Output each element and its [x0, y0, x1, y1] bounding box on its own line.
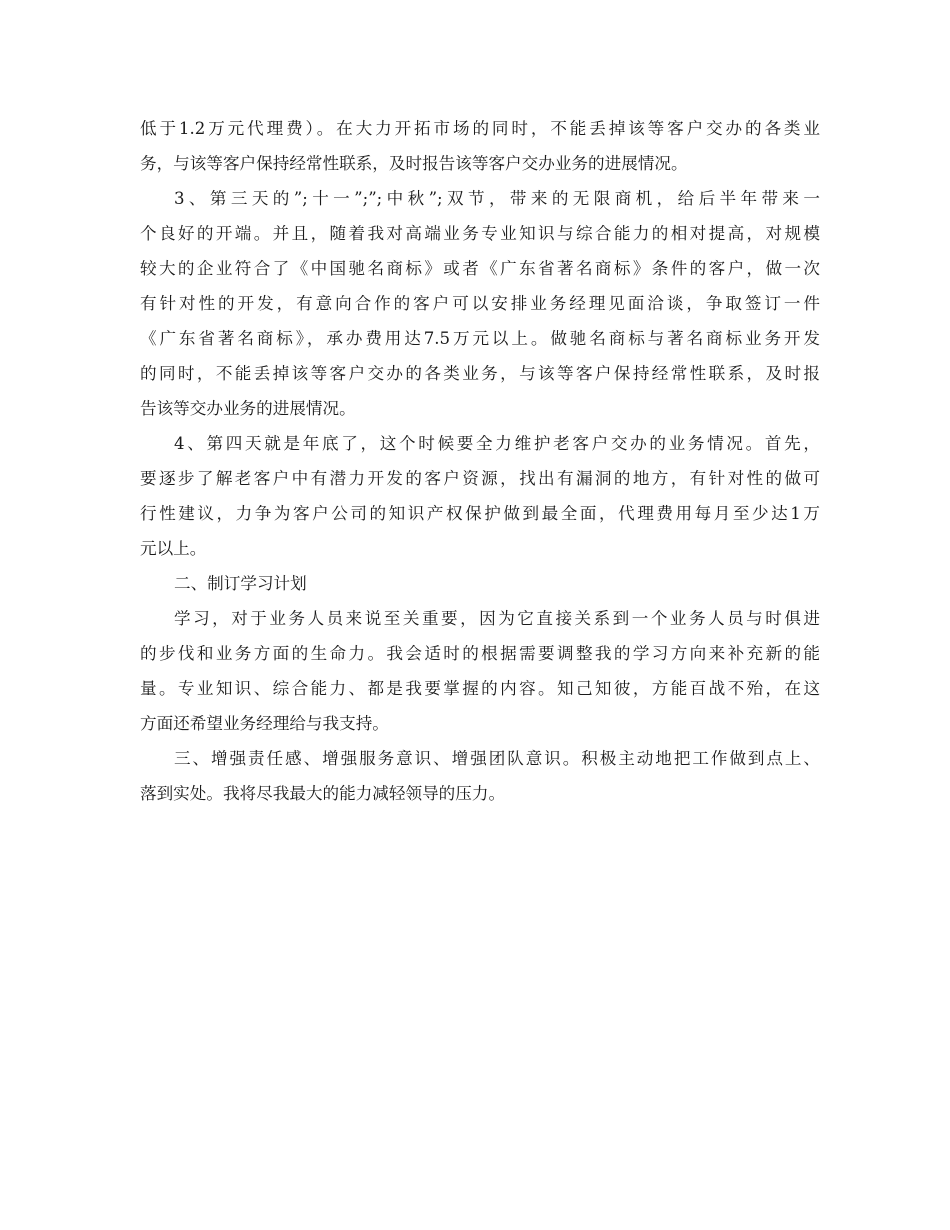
text-line: 低于1.2万元代理费）。在大力开拓市场的同时，不能丢掉该等客户交办的各类业 [140, 119, 820, 138]
text-line: 元以上。 [140, 539, 207, 558]
text-line: 《广东省著名商标》，承办费用达7.5万元以上。做驰名商标与著名商标业务开发 [140, 329, 820, 348]
text-line: 的同时，不能丢掉该等客户交办的各类业务，与该等客户保持经常性联系，及时报 [140, 364, 820, 383]
section-heading: 二、制订学习计划 [174, 574, 307, 593]
text-line: 3、第三天的”;十一”;”;中秋”;双节，带来的无限商机，给后半年带来一 [174, 189, 820, 208]
text-line: 量。专业知识、综合能力、都是我要掌握的内容。知己知彼，方能百战不殆，在这 [140, 679, 820, 698]
text-line: 告该等交办业务的进展情况。 [140, 399, 356, 418]
text-line: 方面还希望业务经理给与我支持。 [140, 714, 389, 733]
text-line: 的步伐和业务方面的生命力。我会适时的根据需要调整我的学习方向来补充新的能 [140, 644, 820, 663]
text-line: 务，与该等客户保持经常性联系，及时报告该等客户交办业务的进展情况。 [140, 154, 688, 173]
text-line: 三、增强责任感、增强服务意识、增强团队意识。积极主动地把工作做到点上、 [174, 749, 820, 768]
text-line: 4、第四天就是年底了，这个时候要全力维护老客户交办的业务情况。首先， [174, 434, 820, 453]
text-line: 学习，对于业务人员来说至关重要，因为它直接关系到一个业务人员与时俱进 [174, 609, 820, 628]
text-line: 个良好的开端。并且，随着我对高端业务专业知识与综合能力的相对提高，对规模 [140, 224, 820, 243]
text-line: 有针对性的开发，有意向合作的客户可以安排业务经理见面洽谈，争取签订一件 [140, 294, 820, 313]
text-line: 行性建议，力争为客户公司的知识产权保护做到最全面，代理费用每月至少达1万 [140, 504, 820, 523]
text-line: 落到实处。我将尽我最大的能力减轻领导的压力。 [140, 784, 506, 803]
text-line: 要逐步了解老客户中有潜力开发的客户资源，找出有漏洞的地方，有针对性的做可 [140, 469, 820, 488]
text-line: 较大的企业符合了《中国驰名商标》或者《广东省著名商标》条件的客户，做一次 [140, 259, 820, 278]
